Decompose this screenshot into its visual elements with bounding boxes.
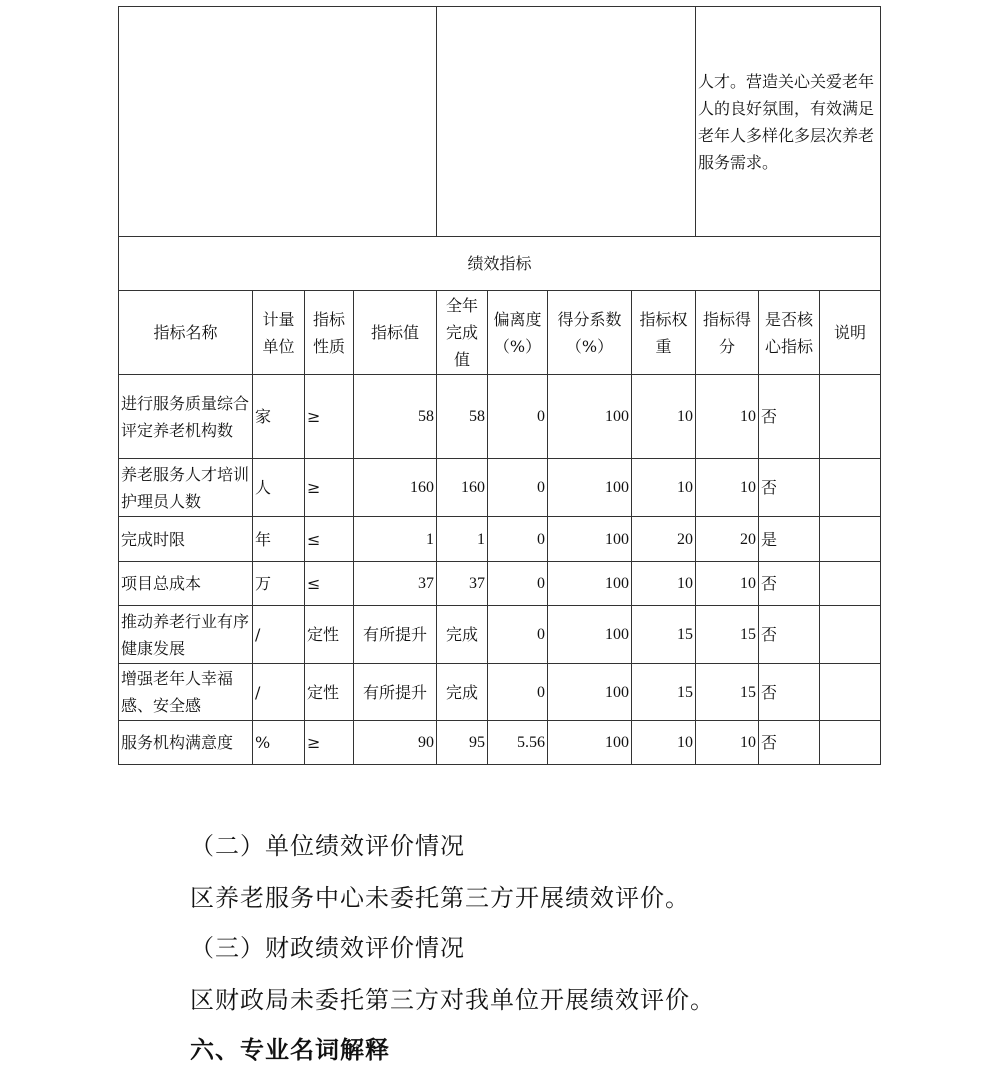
nature-cell: 定性 xyxy=(305,606,354,664)
section-heading-finance-evaluation: （三）财政绩效评价情况 xyxy=(190,934,465,962)
column-header: 指标权重 xyxy=(632,291,696,375)
section-heading-unit-evaluation: （二）单位绩效评价情况 xyxy=(190,832,465,860)
actual-cell: 完成 xyxy=(437,606,488,664)
column-header: 指标得分 xyxy=(696,291,759,375)
score-cell: 15 xyxy=(696,606,759,664)
table-row-carryover xyxy=(119,7,881,237)
nature-cell: ≥ xyxy=(305,459,354,517)
performance-table xyxy=(118,6,881,765)
coef-cell: 100 xyxy=(548,459,632,517)
actual-cell: 95 xyxy=(437,721,488,765)
column-header: 指标性质 xyxy=(305,291,354,375)
core-cell: 否 xyxy=(759,664,820,721)
indicator-name: 增强老年人幸福感、安全感 xyxy=(119,664,253,721)
actual-cell: 160 xyxy=(437,459,488,517)
coef-cell: 100 xyxy=(548,721,632,765)
note-cell xyxy=(820,375,881,459)
score-cell: 15 xyxy=(696,664,759,721)
table-row xyxy=(119,375,881,459)
deviation-cell: 0 xyxy=(488,517,548,562)
header-row xyxy=(119,291,881,375)
note-cell xyxy=(820,664,881,721)
actual-cell: 58 xyxy=(437,375,488,459)
empty-cell xyxy=(437,7,696,237)
coef-cell: 100 xyxy=(548,606,632,664)
nature-cell: ≤ xyxy=(305,562,354,606)
weight-cell: 15 xyxy=(632,664,696,721)
nature-cell: ≥ xyxy=(305,375,354,459)
weight-cell: 15 xyxy=(632,606,696,664)
target-cell: 58 xyxy=(354,375,437,459)
nature-cell: 定性 xyxy=(305,664,354,721)
target-cell: 160 xyxy=(354,459,437,517)
deviation-cell: 0 xyxy=(488,459,548,517)
weight-cell: 10 xyxy=(632,459,696,517)
weight-cell: 20 xyxy=(632,517,696,562)
table-row xyxy=(119,562,881,606)
section-title: 绩效指标 xyxy=(119,237,881,291)
table-row xyxy=(119,459,881,517)
table-row xyxy=(119,606,881,664)
deviation-cell: 0 xyxy=(488,562,548,606)
deviation-cell: 5.56 xyxy=(488,721,548,765)
core-cell: 否 xyxy=(759,562,820,606)
target-cell: 有所提升 xyxy=(354,664,437,721)
carryover-text: 人才。营造关心关爱老年人的良好氛围，有效满足老年人多样化多层次养老服务需求。 xyxy=(696,7,881,237)
score-cell: 10 xyxy=(696,375,759,459)
coef-cell: 100 xyxy=(548,517,632,562)
paragraph-unit-evaluation: 区养老服务中心未委托第三方开展绩效评价。 xyxy=(190,884,690,912)
weight-cell: 10 xyxy=(632,375,696,459)
column-header: 说明 xyxy=(820,291,881,375)
note-cell xyxy=(820,721,881,765)
nature-cell: ≥ xyxy=(305,721,354,765)
table-row xyxy=(119,721,881,765)
core-cell: 是 xyxy=(759,517,820,562)
unit-cell: 家 xyxy=(253,375,305,459)
column-header: 偏离度（%） xyxy=(488,291,548,375)
actual-cell: 37 xyxy=(437,562,488,606)
indicator-name: 进行服务质量综合评定养老机构数 xyxy=(119,375,253,459)
unit-cell: 万 xyxy=(253,562,305,606)
score-cell: 20 xyxy=(696,517,759,562)
coef-cell: 100 xyxy=(548,375,632,459)
deviation-cell: 0 xyxy=(488,664,548,721)
note-cell xyxy=(820,459,881,517)
table-row xyxy=(119,664,881,721)
indicator-name: 完成时限 xyxy=(119,517,253,562)
note-cell xyxy=(820,517,881,562)
core-cell: 否 xyxy=(759,459,820,517)
target-cell: 90 xyxy=(354,721,437,765)
indicator-name: 项目总成本 xyxy=(119,562,253,606)
column-header: 指标值 xyxy=(354,291,437,375)
column-header: 指标名称 xyxy=(119,291,253,375)
coef-cell: 100 xyxy=(548,562,632,606)
deviation-cell: 0 xyxy=(488,606,548,664)
column-header: 是否核心指标 xyxy=(759,291,820,375)
unit-cell: 年 xyxy=(253,517,305,562)
score-cell: 10 xyxy=(696,562,759,606)
score-cell: 10 xyxy=(696,459,759,517)
weight-cell: 10 xyxy=(632,562,696,606)
target-cell: 有所提升 xyxy=(354,606,437,664)
actual-cell: 1 xyxy=(437,517,488,562)
indicator-name: 推动养老行业有序健康发展 xyxy=(119,606,253,664)
deviation-cell: 0 xyxy=(488,375,548,459)
core-cell: 否 xyxy=(759,375,820,459)
section-title-row xyxy=(119,237,881,291)
column-header: 得分系数（%） xyxy=(548,291,632,375)
nature-cell: ≤ xyxy=(305,517,354,562)
unit-cell: / xyxy=(253,606,305,664)
section-heading-glossary: 六、专业名词解释 xyxy=(190,1036,390,1064)
table-row xyxy=(119,517,881,562)
empty-cell xyxy=(119,7,437,237)
paragraph-finance-evaluation: 区财政局未委托第三方对我单位开展绩效评价。 xyxy=(190,986,715,1014)
score-cell: 10 xyxy=(696,721,759,765)
core-cell: 否 xyxy=(759,606,820,664)
unit-cell: % xyxy=(253,721,305,765)
column-header: 计量单位 xyxy=(253,291,305,375)
target-cell: 1 xyxy=(354,517,437,562)
indicator-name: 养老服务人才培训护理员人数 xyxy=(119,459,253,517)
target-cell: 37 xyxy=(354,562,437,606)
coef-cell: 100 xyxy=(548,664,632,721)
core-cell: 否 xyxy=(759,721,820,765)
indicator-name: 服务机构满意度 xyxy=(119,721,253,765)
unit-cell: / xyxy=(253,664,305,721)
column-header: 全年完成值 xyxy=(437,291,488,375)
actual-cell: 完成 xyxy=(437,664,488,721)
note-cell xyxy=(820,606,881,664)
note-cell xyxy=(820,562,881,606)
unit-cell: 人 xyxy=(253,459,305,517)
weight-cell: 10 xyxy=(632,721,696,765)
